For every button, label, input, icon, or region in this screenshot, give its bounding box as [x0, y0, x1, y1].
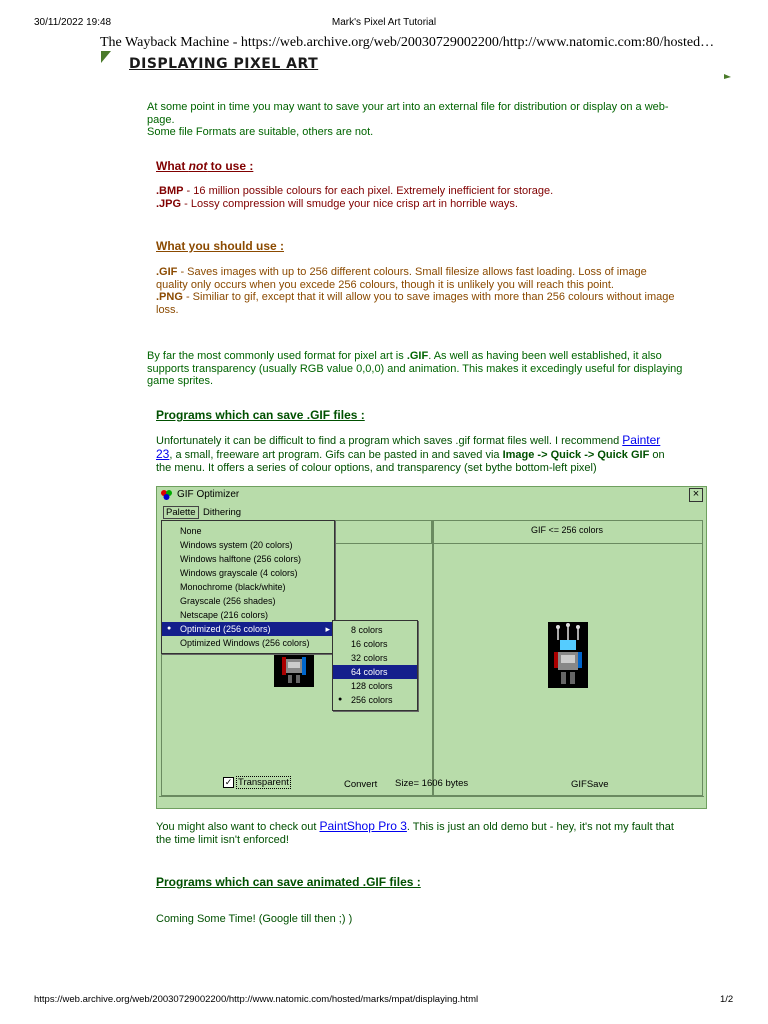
what-not-post: to use : [207, 159, 254, 173]
palette-item-none[interactable]: None [180, 526, 202, 536]
paintshop-pre: You might also want to check out [156, 821, 320, 833]
painter-link-23[interactable]: 23 [156, 447, 170, 461]
what-not-heading [156, 159, 253, 173]
gif-item-line2: quality only occurs when you excede 256 colours, though it is unlikely you will reach this point. [156, 278, 614, 291]
painter-line-3: the menu. It offers a series of colour options, and transparency (set bythe bottom-left pixel) [156, 462, 597, 474]
programs-gif-heading: Programs which can save .GIF files : [156, 408, 365, 422]
corner-flag-icon [100, 50, 112, 64]
gif-text-1: - Saves images with up to 256 different colours. Small filesize allows fast loading. Loss of image [177, 266, 647, 278]
paintshop-paragraph [156, 820, 741, 847]
jpg-item [156, 198, 736, 211]
palette-item-optimized-label: Optimized (256 colors) [180, 624, 271, 634]
painter-line-2 [156, 448, 741, 462]
colors-submenu [332, 620, 418, 711]
submenu-item-8-colors[interactable]: 8 colors [351, 625, 383, 635]
corner-mark-icon [724, 74, 732, 80]
palette-item-grayscale[interactable]: Grayscale (256 shades) [180, 596, 276, 606]
paintshop-line-1 [156, 820, 741, 834]
intro-line-1: At some point in time you may want to save your art into an external file for distribution or display on a web- [147, 101, 669, 113]
submenu-item-32-colors[interactable]: 32 colors [351, 653, 388, 663]
jpg-label: .JPG [156, 197, 182, 210]
png-text-1: - Similiar to gif, except that it will allow you to save images with more than 256 colours without image [182, 291, 675, 303]
submenu-bullet-icon: ● [338, 696, 343, 703]
right-pane-label: GIF <= 256 colors [530, 525, 604, 535]
palette-item-monochrome[interactable]: Monochrome (black/white) [180, 582, 286, 592]
png-item-line2: loss. [156, 303, 179, 316]
common-line-3: game sprites. [147, 375, 214, 387]
window-titlebar [157, 487, 706, 503]
print-page-number: 1/2 [720, 994, 734, 1005]
gif-optimizer-window [156, 486, 707, 809]
transparent-label[interactable]: Transparent [238, 777, 289, 788]
submenu-item-64-colors[interactable]: 64 colors [333, 665, 417, 679]
palette-dropdown [161, 520, 335, 654]
gif-label: .GIF [156, 266, 178, 278]
window-title: GIF Optimizer [177, 489, 240, 500]
common-line-1 [147, 350, 737, 363]
submenu-item-128-colors[interactable]: 128 colors [351, 681, 393, 691]
paintshop-line-2: the time limit isn't enforced! [156, 834, 289, 846]
intro-line-2: page. [147, 113, 175, 126]
close-button[interactable]: × [689, 488, 703, 502]
paintshop-post: . This is just an old demo but - hey, it's not my fault that [406, 821, 674, 833]
bmp-label: .BMP [156, 185, 184, 197]
print-footer-url: https://web.archive.org/web/20030729002200/http://www.natomic.com/hosted/marks/mpat/displaying.html [34, 994, 479, 1005]
painter-paragraph [156, 434, 741, 475]
bmp-text: - 16 million possible colours for each pixel. Extremely inefficient for storage. [183, 185, 554, 197]
unfort-line-2a: , a small, freeware art program. Gifs can be pasted in and saved via [169, 449, 503, 461]
convert-button[interactable]: Convert [344, 779, 378, 790]
wayback-title: The Wayback Machine - https://web.archive.org/web/20030729002200/http://www.natomic.com:80/hosted… [100, 35, 715, 50]
palette-item-windows-halftone[interactable]: Windows halftone (256 colors) [180, 554, 302, 564]
png-label: .PNG [156, 291, 183, 303]
what-not-em: not [188, 159, 208, 173]
what-should-heading: What you should use : [156, 239, 284, 253]
submenu-item-256-colors[interactable] [333, 693, 417, 707]
menu-palette[interactable]: Palette [163, 506, 199, 519]
png-item-line1 [156, 291, 741, 304]
menu-dithering[interactable]: Dithering [203, 507, 242, 518]
print-page-title: Mark's Pixel Art Tutorial [331, 17, 437, 28]
page-title: DISPLAYING PIXEL ART [129, 56, 319, 72]
gifsave-button[interactable]: GIFSave [571, 779, 609, 790]
transparent-checkbox[interactable]: ✓ [224, 777, 233, 787]
status-bar [159, 796, 704, 806]
bad-formats-list [156, 185, 736, 210]
paintshop-link[interactable]: PaintShop Pro 3 [319, 819, 407, 833]
programs-anim-heading: Programs which can save animated .GIF files : [156, 875, 421, 889]
painter-line-1 [156, 434, 741, 448]
common-post: . As well as having been well established, it also [428, 350, 662, 362]
bmp-item [156, 185, 736, 198]
left-pane-header [335, 520, 432, 544]
intro-line-3: Some file Formats are suitable, others are not. [147, 126, 374, 138]
common-line-2: supports transparency (usually RGB value 0,0,0) and animation. This makes it excedingly useful for displaying [147, 362, 683, 375]
size-readout: Size= 1606 bytes [395, 778, 469, 789]
unfort-line-2b: on [649, 449, 665, 461]
left-sprite-preview [274, 649, 314, 687]
coming-soon-text: Coming Some Time! (Google till then ;) ) [156, 913, 353, 925]
gif-item-line1 [156, 266, 741, 279]
palette-item-netscape[interactable]: Netscape (216 colors) [180, 610, 269, 620]
common-bold: .GIF [406, 350, 429, 362]
selected-bullet-icon: ● [167, 625, 172, 632]
good-formats-list [156, 266, 741, 316]
unfort-line-1: Unfortunately it can be difficult to find a program which saves .gif format files well. I recommend [156, 435, 623, 447]
submenu-item-16-colors[interactable]: 16 colors [351, 639, 388, 649]
palette-item-optimized-windows[interactable]: Optimized Windows (256 colors) [180, 638, 310, 648]
submenu-item-256-label: 256 colors [351, 695, 393, 705]
menu-path: Image -> Quick -> Quick GIF [502, 449, 650, 461]
common-pre: By far the most commonly used format for pixel art is [147, 350, 407, 362]
what-not-pre: What [156, 159, 189, 173]
app-icon [160, 489, 173, 501]
submenu-arrow-icon: ▸ [325, 624, 330, 634]
print-datetime: 30/11/2022 19:48 [34, 17, 112, 28]
palette-item-windows-grayscale[interactable]: Windows grayscale (4 colors) [180, 568, 298, 578]
painter-link[interactable]: Painter [622, 433, 661, 447]
intro-paragraph [147, 101, 737, 139]
palette-item-optimized[interactable] [162, 622, 334, 636]
jpg-text: - Lossy compression will smudge your nice crisp art in horrible ways. [181, 197, 518, 210]
palette-item-windows-system[interactable]: Windows system (20 colors) [180, 540, 293, 550]
right-sprite-preview [548, 622, 588, 688]
common-format-paragraph [147, 350, 737, 388]
